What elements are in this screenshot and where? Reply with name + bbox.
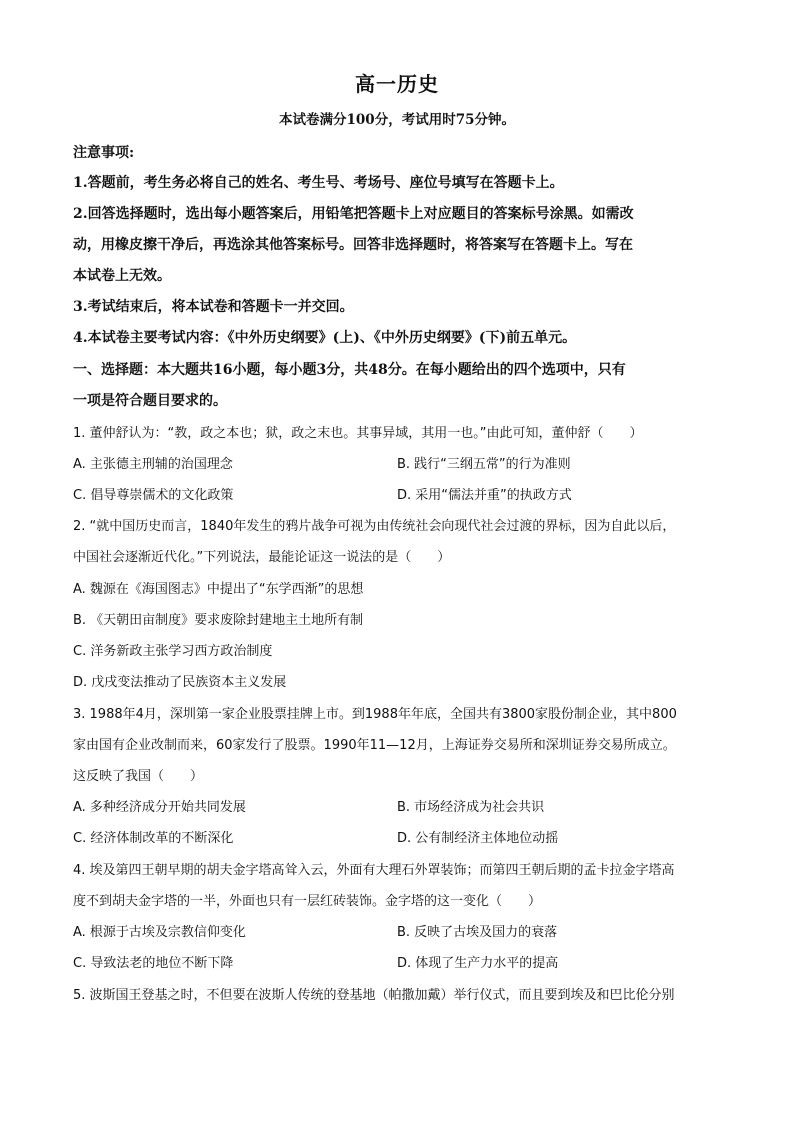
question-1-option-c: C. 倡导尊崇儒术的文化政策 [73,488,234,503]
section-instructions-line-2: 一项是符合题目要求的。 [73,393,227,409]
question-4-option-b: B. 反映了古埃及国力的衰落 [397,925,558,940]
section-instructions-line-1: 一、选择题：本大题共16小题，每小题3分，共48分。在每小题给出的四个选项中，只有 [73,362,626,378]
exam-title: 高一历史 [355,72,439,96]
notice-item-2-line-3: 本试卷上无效。 [73,268,171,284]
question-2-stem-line-2: 中国社会逐渐近代化。”下列说法，最能论证这一说法的是（ ） [73,550,451,565]
question-2-option-d: D. 戊戌变法推动了民族资本主义发展 [73,675,287,690]
notice-item-2-line-2: 动，用橡皮擦干净后，再选涂其他答案标号。回答非选择题时，将答案写在答题卡上。写在 [73,237,633,253]
question-2-option-c: C. 洋务新政主张学习西方政治制度 [73,644,273,659]
question-4-option-c: C. 导致法老的地位不断下降 [73,956,234,971]
notice-item-1: 1.答题前，考生务必将自己的姓名、考生号、考场号、座位号填写在答题卡上。 [73,175,564,191]
question-5-stem-line-1: 5. 波斯国王登基之时，不但要在波斯人传统的登基地（帕撒加戴）举行仪式，而且要到埃及和巴比伦分别 [73,988,675,1003]
notice-item-2-line-1: 2.回答选择题时，选出每小题答案后，用铅笔把答题卡上对应题目的答案标号涂黑。如需改 [73,206,634,222]
question-1-option-a: A. 主张德主刑辅的治国理念 [73,457,233,472]
question-3-option-b: B. 市场经济成为社会共识 [397,800,545,815]
question-3-stem-line-1: 3. 1988年4月，深圳第一家企业股票挂牌上市。到1988年年底，全国共有3800家股份制企业，其中800 [73,707,677,722]
question-1-option-d: D. 采用“儒法并重”的执政方式 [397,488,572,503]
question-3-option-c: C. 经济体制改革的不断深化 [73,831,234,846]
question-3-stem-line-3: 这反映了我国（ ） [73,769,204,784]
exam-subtitle: 本试卷满分100分，考试用时75分钟。 [279,112,515,128]
question-3-stem-line-2: 家由国有企业改制而来，60家发行了股票。1990年11—12月，上海证券交易所和深圳证券交易所成立。 [73,738,676,753]
question-4-stem-line-2: 度不到胡夫金字塔的一半，外面也只有一层红砖装饰。金字塔的这一变化（ ） [73,894,542,909]
notice-heading: 注意事项: [73,145,135,161]
question-3-option-d: D. 公有制经济主体地位动摇 [397,831,559,846]
question-2-option-a: A. 魏源在《海国图志》中提出了“东学西渐”的思想 [73,582,364,597]
question-4-option-a: A. 根源于古埃及宗教信仰变化 [73,925,246,940]
question-1-stem: 1. 董仲舒认为：“教，政之本也；狱，政之末也。其事异域，其用一也。”由此可知，董仲舒（ ） [73,426,643,441]
notice-item-3: 3.考试结束后，将本试卷和答题卡一并交回。 [73,299,354,315]
question-3-option-a: A. 多种经济成分开始共同发展 [73,800,246,815]
question-4-option-d: D. 体现了生产力水平的提高 [397,956,559,971]
notice-item-4: 4.本试卷主要考试内容：《中外历史纲要》(上)、《中外历史纲要》(下)前五单元。 [73,330,577,346]
question-2-option-b: B. 《天朝田亩制度》要求废除封建地主土地所有制 [73,613,364,628]
question-4-stem-line-1: 4. 埃及第四王朝早期的胡夫金字塔高耸入云，外面有大理石外罩装饰；而第四王朝后期的孟卡拉金字塔高 [73,863,675,878]
question-1-option-b: B. 践行“三纲五常”的行为准则 [397,457,571,472]
question-2-stem-line-1: 2. “就中国历史而言，1840年发生的鸦片战争可视为由传统社会向现代社会过渡的界标，因为自此以后， [73,519,676,534]
